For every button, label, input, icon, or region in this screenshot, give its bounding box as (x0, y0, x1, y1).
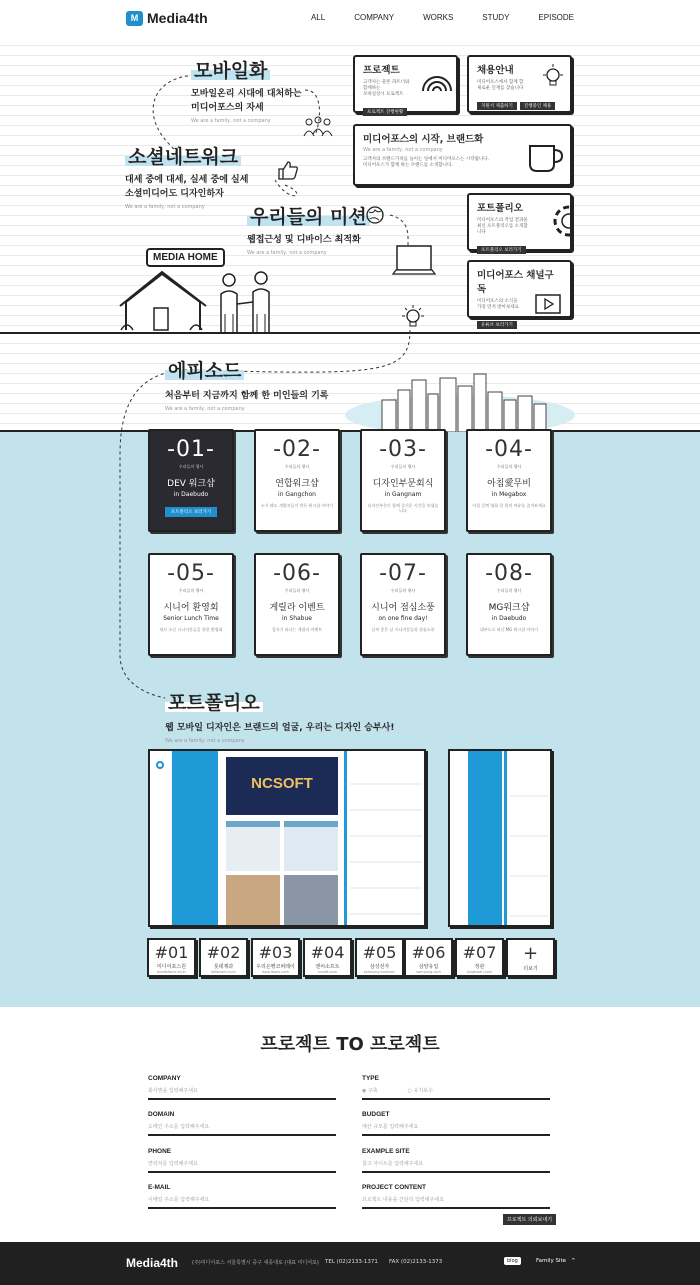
episode-card-sub: on one fine day! (378, 615, 428, 622)
portfolio-thumb-num: #02 (206, 943, 241, 962)
chevron-up-icon: ^ (571, 1258, 576, 1264)
episode-card-desc: 디자인부문이 함께 즐거운 시간을 보냈습니다 (367, 503, 439, 513)
portfolio-thumb-num: #04 (310, 943, 345, 962)
portfolio-thumb-url: lotteconf.co.kr (211, 970, 236, 974)
portfolio-card-title: 포트폴리오 (477, 203, 523, 214)
portfolio-sub: 웹 모바일 디자인은 브랜드의 얼굴, 우리는 디자인 승부사! (165, 723, 395, 733)
type-field-label: TYPE (362, 1075, 379, 1082)
episode-card-num: -02- (273, 437, 321, 462)
type-radio-build-label: 구축 (367, 1088, 378, 1094)
portfolio-thumb-name: 우리은행코퍼레이 (256, 964, 295, 970)
episode-card[interactable] (466, 553, 552, 656)
episode-card-name: 시니어 환영회 (163, 603, 219, 613)
hero-mobile (191, 56, 302, 124)
episode-card-name: 게릴라 이벤트 (269, 603, 325, 613)
portfolio-preview-mobile[interactable] (448, 749, 552, 927)
episode-card[interactable] (466, 429, 552, 532)
portfolio-thumb-name: 엔씨소프트 (315, 964, 340, 970)
channel-card-button[interactable]: 유튜브 보러가기 (477, 321, 517, 329)
phone-field-label: PHONE (148, 1148, 172, 1155)
portfolio-thumb-name: 정관 (474, 964, 485, 970)
episode-card-name: MG워크샵 (488, 603, 530, 613)
main-nav (311, 13, 574, 22)
episode-card-sub: in Gangnam (384, 491, 422, 498)
company-field-placeholder: 회사명을 입력해주세요 (148, 1088, 198, 1094)
company-field[interactable] (148, 1075, 336, 1100)
portfolio-thumb[interactable] (455, 938, 504, 977)
portfolio-thumb[interactable] (404, 938, 453, 977)
episode-card-desc: 대부도로 떠난 MG 워크샵 이야기 (479, 627, 538, 632)
plus-icon: + (522, 943, 539, 964)
portfolio-thumb-url: jungkwan.com (466, 970, 493, 974)
city-skyline-icon (340, 370, 580, 432)
globe-icon (365, 205, 385, 225)
company-field-label: COMPANY (148, 1075, 181, 1082)
recruit-card-desc2: 새로운 인재를 찾습니다 (477, 86, 524, 91)
episode-card-tag: 우리들의 행사 (284, 588, 310, 593)
episode-heading (165, 356, 328, 412)
episode-card-name: DEV 워크샵 (167, 479, 215, 489)
family-site-label: Family Site (536, 1258, 567, 1264)
logo[interactable] (126, 8, 208, 28)
hero-mobile-title: 모바일화 (191, 60, 270, 82)
episode-card-name: 연합워크샵 (275, 479, 319, 489)
lightbulb-icon (399, 304, 427, 332)
episode-card-desc: 아침 일찍 영화 한 편의 여유를 즐겨보세요 (472, 503, 546, 508)
play-icon (535, 294, 561, 314)
hero-social-line1: 대세 중에 대세, 실세 중에 실세 (125, 175, 249, 185)
hero-mission-line1: 웹접근성 및 디바이스 최적화 (247, 235, 361, 245)
episode-card-tag: 우리들의 행사 (284, 464, 310, 469)
episode-card-num: -03- (379, 437, 427, 462)
email-field-label: E-MAIL (148, 1184, 171, 1191)
episode-card-sub: Senior Lunch Time (163, 615, 219, 622)
recruit-card-desc1: 미디어포스에서 함께 할 (477, 80, 524, 85)
nav-company[interactable]: COMPANY (354, 13, 395, 22)
episode-card-sub: in Daebudo (491, 615, 527, 622)
episode-card-num: -04- (485, 437, 533, 462)
episode-tiny: We are a family, not a company (165, 406, 245, 412)
portfolio-thumb[interactable] (147, 938, 196, 977)
media-home-sign: MEDIA HOME (146, 248, 225, 267)
phone-field-placeholder: 연락처를 입력해주세요 (148, 1161, 198, 1167)
nav-study[interactable]: STUDY (482, 13, 510, 22)
episode-card-desc: 누가 봐도 개발자들이 만든 워크샵 이야기 (260, 503, 334, 508)
portfolio-thumb[interactable] (251, 938, 300, 977)
handshake-people-icon (215, 270, 275, 332)
portfolio-more-label: 더보기 (523, 966, 538, 972)
episode-card[interactable] (148, 429, 234, 532)
episode-card-num: -07- (379, 561, 427, 586)
episode-card-name: 시니어 점심소풍 (371, 603, 435, 613)
budget-field[interactable] (362, 1111, 550, 1136)
type-radio-build[interactable]: ◉ 구축 (362, 1088, 378, 1094)
episode-card-tag: 우리들의 행사 (390, 588, 416, 593)
episode-card-name: 디자인부문회식 (372, 479, 434, 489)
channel-card-desc1: 미디어포스의 소식을 (477, 299, 518, 304)
footer (0, 1242, 700, 1285)
portfolio-thumb-num: #01 (154, 943, 189, 962)
episode-card-num: -06- (273, 561, 321, 586)
blog-badge[interactable]: blog (504, 1257, 521, 1265)
recruit-card-title: 채용안내 (477, 65, 514, 76)
thumbs-up-icon (276, 158, 300, 182)
episode-card-tag: 우리들의 행사 (390, 464, 416, 469)
phone-field[interactable] (148, 1148, 336, 1173)
nav-works[interactable]: WORKS (423, 13, 454, 22)
house-icon (118, 268, 208, 332)
hero-mobile-line1: 모바일온리 시대에 대처하는 (191, 89, 302, 99)
episode-card-desc: 날씨 좋은 날 시니어분들과 점심소풍 (371, 627, 435, 632)
portfolio-card[interactable] (467, 193, 572, 251)
wifi-icon (421, 71, 453, 95)
channel-card[interactable] (467, 260, 572, 328)
domain-field[interactable] (148, 1111, 336, 1136)
footer-address: (주)미디어포스 서울특별시 중구 세종대로 (대표 미디어포) (192, 1260, 319, 1266)
episode-card-sub: in Megabox (491, 491, 527, 498)
email-field[interactable] (148, 1184, 336, 1209)
laptop-icon (392, 244, 438, 280)
nav-episode[interactable]: EPISODE (538, 13, 574, 22)
brand-card-desc1: 고객사의 브랜드가치를 높이는 일에서 미디어포스는 시작됩니다. (363, 157, 489, 162)
portfolio-title: 포트폴리오 (165, 692, 263, 714)
example-site-field[interactable] (362, 1148, 550, 1173)
project-content-field-label: PROJECT CONTENT (362, 1184, 426, 1191)
hero-mission-title: 우리들의 미션 (247, 206, 370, 228)
recruit-apply-button[interactable]: 지원서 제출하기 (477, 102, 517, 110)
episode-card[interactable] (254, 553, 340, 656)
portfolio-card-button[interactable]: 포트폴리오 보러가기 (477, 246, 526, 254)
budget-field-label: BUDGET (362, 1111, 390, 1118)
portfolio-thumb-num: #05 (362, 943, 397, 962)
portfolio-thumb-name: 삼성전자 (369, 964, 390, 970)
portfolio-card-desc2: 최신 포트폴리오를 소개합니다 (477, 224, 528, 235)
example-site-field-label: EXAMPLE SITE (362, 1148, 410, 1155)
budget-field-placeholder: 예산 규모를 입력해주세요 (362, 1124, 419, 1130)
brand-card-desc2: 미디어포스가 함께 하는 브랜드를 소개합니다. (363, 163, 453, 168)
episode-card[interactable] (360, 429, 446, 532)
project-card-button[interactable]: 프로젝트 진행현황 (363, 108, 407, 116)
nav-all[interactable]: ALL (310, 13, 326, 22)
episode-card-num: -08- (485, 561, 533, 586)
project-card-desc1: 고객사는 물론 파트너와 함께하는 (363, 80, 410, 91)
logo-icon: M (126, 11, 143, 26)
portfolio-tiny: We are a family, not a company (165, 738, 245, 744)
episode-card-num: -05- (167, 561, 215, 586)
coffee-cup-icon (527, 140, 565, 174)
gear-icon (541, 199, 571, 243)
hero-mobile-line2: 미디어포스의 자세 (191, 103, 264, 113)
ncsoft-banner: NCSOFT (251, 775, 313, 792)
family-site-select[interactable] (536, 1258, 576, 1264)
portfolio-preview-desktop[interactable] (148, 749, 426, 927)
episode-card-tag: 우리들의 행사 (178, 588, 204, 593)
submit-button[interactable]: 프로젝트 의뢰보내기 (503, 1214, 556, 1225)
brand-card-title: 미디어포스의 시작, 브랜드화 (363, 134, 484, 145)
portfolio-card-desc1: 미디어포스의 작업 결과물 (477, 218, 528, 223)
portfolio-thumb-num: #03 (258, 943, 293, 962)
project-content-field[interactable] (362, 1184, 550, 1209)
footer-logo: Media4th (126, 1256, 179, 1270)
episode-card-sub: in Daebudo (173, 491, 209, 498)
recruit-current-button[interactable]: 진행중인 채용 (520, 102, 556, 110)
type-radio-maintain-label: 유지보수 (413, 1088, 433, 1094)
domain-field-placeholder: 도메인 주소를 입력해주세요 (148, 1124, 210, 1130)
people-icon (303, 116, 333, 138)
portfolio-thumb-name: 미디어포스원 (157, 964, 186, 970)
lightbulb-icon (541, 63, 565, 89)
portfolio-heading (165, 688, 394, 744)
episode-card-num: -01- (167, 437, 215, 462)
project-card[interactable] (353, 55, 458, 113)
logo-text: Media4th (147, 10, 208, 26)
brand-card[interactable] (353, 124, 572, 186)
hero-mission-tiny: We are a family, not a company (247, 250, 327, 256)
episode-card-tag: 우리들의 행사 (496, 588, 522, 593)
footer-fax: FAX (02)2133-1373 (389, 1259, 443, 1265)
type-radio-maintain[interactable]: ○ 유지보수 (407, 1088, 433, 1094)
domain-field-label: DOMAIN (148, 1111, 175, 1118)
episode-card-sub: in Shabue (282, 615, 312, 622)
episode-card-button[interactable]: 포트폴리오 보러가기 (165, 507, 218, 517)
example-site-field-placeholder: 참고 사이트를 입력해주세요 (362, 1161, 424, 1167)
portfolio-thumb-name: 삼양유업 (418, 964, 439, 970)
portfolio-thumb-url: mediaforce.co.kr (156, 970, 187, 974)
episode-card-tag: 우리들의 행사 (178, 464, 204, 469)
portfolio-thumb[interactable] (199, 938, 248, 977)
portfolio-thumb-url: ncsoft.com (317, 970, 338, 974)
recruit-card[interactable] (467, 55, 572, 113)
project-card-desc2: 모바일상시 프로젝트 (363, 92, 404, 97)
portfolio-thumb-url: wooribank.com (262, 970, 289, 974)
episode-card[interactable] (360, 553, 446, 656)
episode-card[interactable] (254, 429, 340, 532)
portfolio-thumb-num: #07 (462, 943, 497, 962)
episode-title: 에피소드 (165, 360, 244, 382)
episode-card-tag: 우리들의 행사 (496, 464, 522, 469)
brand-card-tiny: We are a family, not a company (363, 147, 443, 153)
hero-social-title: 소셜네트워크 (125, 146, 241, 168)
channel-card-title: 미디어포스 채널구독 (477, 270, 554, 295)
hero-social-tiny: We are a family, not a company (125, 204, 205, 210)
portfolio-thumb[interactable] (355, 938, 404, 977)
episode-card-desc: 갑자기 떠나는 게릴라 이벤트 (271, 627, 323, 632)
portfolio-more-button[interactable] (506, 938, 555, 977)
hero-mission (247, 202, 370, 256)
portfolio-thumb-url: samsung.com/sec (363, 970, 396, 974)
contact-title: 프로젝트 TO 프로젝트 (260, 1034, 440, 1055)
portfolio-thumb-name: 롯데제과 (213, 964, 234, 970)
project-content-field-placeholder: 프로젝트 내용을 간단히 입력해주세요 (362, 1197, 445, 1203)
email-field-placeholder: 이메일 주소를 입력해주세요 (148, 1197, 210, 1203)
channel-card-desc2: 가장 먼저 받아보세요 (477, 305, 519, 310)
portfolio-thumb[interactable] (303, 938, 352, 977)
portfolio-thumb-url: samyang.com (416, 970, 441, 974)
portfolio-thumb-num: #06 (411, 943, 446, 962)
episode-card-desc: 새로 오신 시니어분들을 위한 환영회 (159, 627, 223, 632)
footer-tel: TEL (02)2133-1371 (325, 1259, 378, 1265)
episode-sub: 처음부터 지금까지 함께 한 미인들의 기록 (165, 391, 329, 401)
hero-social-line2: 소셜미디어도 디자인하자 (125, 189, 224, 199)
type-field (362, 1075, 550, 1100)
episode-card-name: 아침愛무비 (487, 479, 531, 489)
hero-mobile-tiny: We are a family, not a company (191, 118, 271, 124)
hero-social (125, 142, 248, 210)
episode-card-sub: in Gangchon (278, 491, 316, 498)
episode-card[interactable] (148, 553, 234, 656)
project-card-title: 프로젝트 (363, 65, 400, 76)
